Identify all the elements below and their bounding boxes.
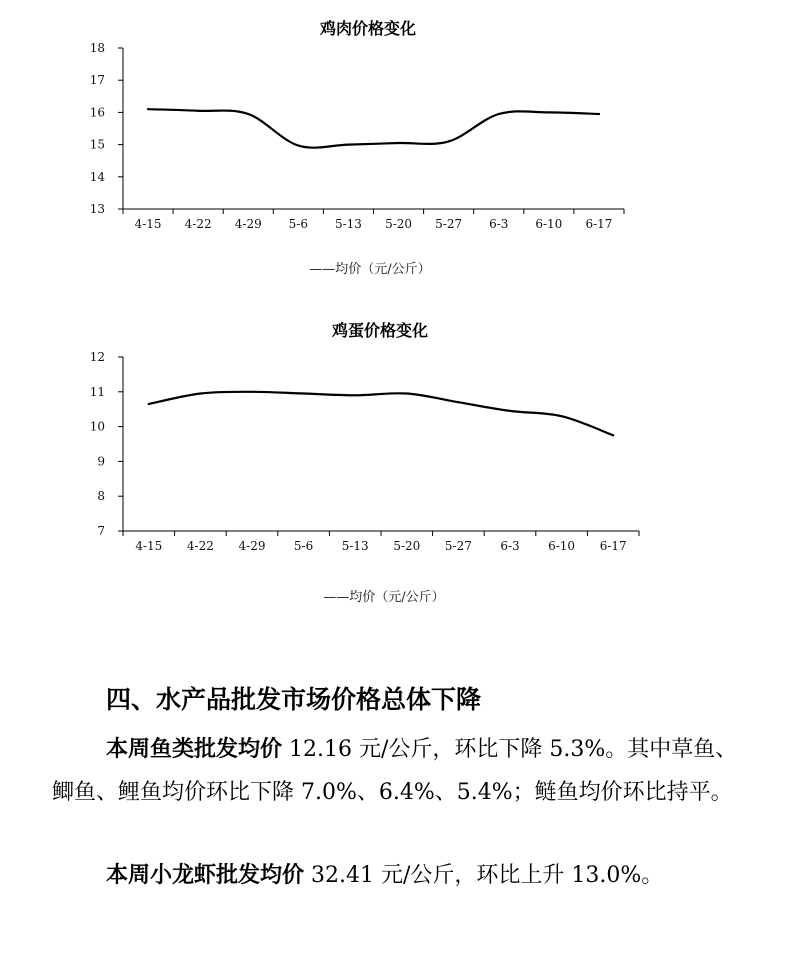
chicken-data-point [297, 144, 299, 146]
chicken-x-tick-label: 6-17 [585, 217, 613, 231]
fish-paragraph-lead: 本周鱼类批发均价 [106, 737, 283, 762]
chicken-data-point [397, 142, 399, 144]
chicken-data-point [598, 113, 600, 115]
chicken-data-point [448, 140, 450, 142]
egg-x-tick-label: 5-13 [341, 539, 369, 553]
egg-x-tick-label: 4-15 [135, 539, 163, 553]
chicken-legend: ——均价（元/公斤） [309, 262, 431, 277]
egg-x-tick-label: 4-29 [238, 539, 266, 553]
chicken-x-tick-label: 5-20 [385, 217, 413, 231]
chicken-y-tick-label: 17 [89, 73, 105, 88]
chicken-data-point [147, 108, 149, 110]
egg-y-tick-label: 9 [97, 454, 105, 469]
egg-x-tick-label: 4-22 [186, 539, 214, 553]
chicken-data-point [498, 113, 500, 115]
egg-price-chart [0, 318, 798, 618]
egg-y-tick-label: 8 [97, 489, 105, 504]
egg-data-point [199, 392, 201, 394]
chicken-x-tick-label: 6-10 [535, 217, 563, 231]
egg-price-line [149, 392, 613, 436]
section-heading: 四、水产品批发市场价格总体下降 [106, 685, 482, 714]
chicken-price-chart [0, 0, 798, 300]
chicken-x-tick-label: 4-15 [134, 217, 162, 231]
egg-x-tick-label: 6-10 [548, 539, 576, 553]
chicken-chart-title: 鸡肉价格变化 [319, 19, 417, 38]
egg-data-point [457, 401, 459, 403]
egg-data-point [612, 434, 614, 436]
chicken-x-tick-label: 5-6 [288, 217, 309, 231]
egg-chart-title: 鸡蛋价格变化 [331, 321, 429, 340]
chicken-data-point [347, 144, 349, 146]
chicken-y-tick-label: 18 [89, 41, 105, 55]
fish-paragraph-text: 12.16 元/公斤，环比下降 5.3%。其中草鱼、鲫鱼、鲤鱼均价环比下降 7.0%、6.4%、5.4%；鲢鱼均价环比持平。 [52, 737, 738, 805]
egg-data-point [509, 410, 511, 412]
chicken-price-line [148, 109, 599, 148]
chicken-x-tick-label: 4-29 [234, 217, 262, 231]
fish-paragraph [52, 728, 752, 814]
chicken-x-tick-label: 5-13 [334, 217, 362, 231]
egg-y-tick-label: 7 [97, 524, 105, 538]
crayfish-paragraph-lead: 本周小龙虾批发均价 [106, 863, 305, 888]
crayfish-paragraph-text: 32.41 元/公斤，环比上升 13.0%。 [304, 863, 664, 888]
egg-x-tick-label: 5-6 [293, 539, 314, 553]
egg-x-tick-label: 5-20 [393, 539, 421, 553]
egg-y-tick-label: 10 [89, 419, 105, 434]
egg-data-point [251, 391, 253, 393]
chicken-y-tick-label: 14 [89, 169, 105, 184]
egg-data-point [303, 392, 305, 394]
egg-data-point [406, 392, 408, 394]
egg-x-tick-label: 6-17 [599, 539, 627, 553]
chicken-data-point [197, 110, 199, 112]
chicken-x-tick-label: 4-22 [184, 217, 212, 231]
chicken-data-point [247, 113, 249, 115]
chicken-y-tick-label: 13 [89, 202, 105, 216]
egg-legend: ——均价（元/公斤） [323, 590, 445, 605]
chicken-y-tick-label: 16 [89, 105, 105, 120]
egg-data-point [354, 394, 356, 396]
crayfish-paragraph [52, 854, 752, 897]
egg-data-point [148, 403, 150, 405]
egg-y-tick-label: 12 [89, 350, 105, 364]
egg-y-tick-label: 11 [89, 384, 105, 399]
egg-data-point [561, 415, 563, 417]
chicken-x-tick-label: 5-27 [435, 217, 463, 231]
chicken-y-tick-label: 15 [89, 137, 105, 152]
egg-x-tick-label: 5-27 [444, 539, 472, 553]
egg-x-tick-label: 6-3 [500, 539, 520, 553]
chicken-x-tick-label: 6-3 [489, 217, 509, 231]
chicken-data-point [548, 111, 550, 113]
